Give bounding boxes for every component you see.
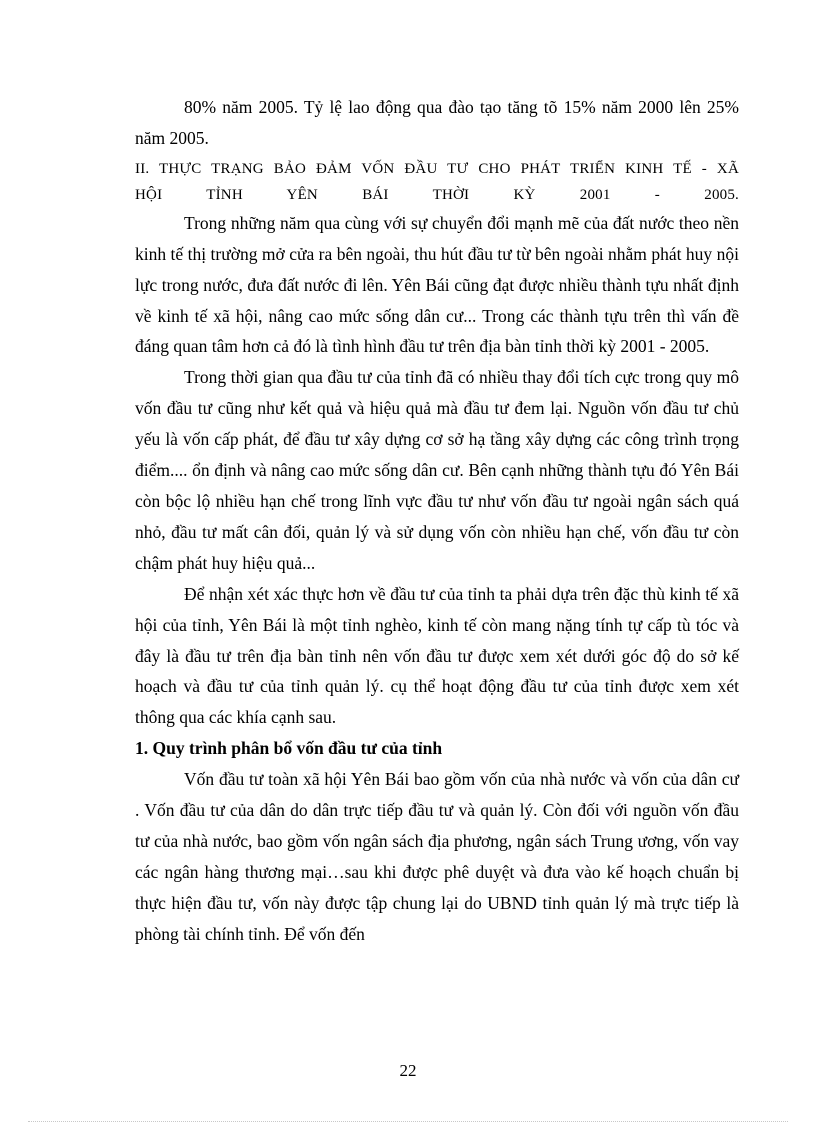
section-heading-line-1: II. THỰC TRẠNG BẢO ĐẢM VỐN ĐẦU TƯ CHO PHÁT TRIỂN KINH TẾ - XÃ xyxy=(135,160,739,177)
paragraph-2: Trong thời gian qua đầu tư của tỉnh đã có nhiều thay đổi tích cực trong quy mô vốn đầu tư cũng như kết quả và hiệu quả mà đầu tư đem lại. Nguồn vốn đầu tư chủ yếu là vốn cấp phát, để đầu tư xây dựng cơ sở hạ tầng xây dựng các công trình trọng điểm.... ổn định và nâng cao mức sống dân cư. Bên cạnh những thành tựu đó Yên Bái còn bộc lộ nhiều hạn chế trong lĩnh vực đầu tư như vốn đầu tư ngoài ngân sách quá nhỏ, đầu tư mất cân đối, quản lý và sử dụng vốn còn nhiều hạn chế, vốn đầu tư còn chậm phát huy hiệu quả... xyxy=(135,367,739,573)
section-heading xyxy=(135,156,739,208)
paragraph-3: Để nhận xét xác thực hơn về đầu tư của tỉnh ta phải dựa trên đặc thù kinh tế xã hội của tỉnh, Yên Bái là một tỉnh nghèo, kinh tế còn mang nặng tính tự cấp tù tóc và đây là đầu tư trên địa bàn tỉnh nên vốn đầu tư được xem xét dưới góc độ do sở kế hoạch và đầu tư của tỉnh quản lý. cụ thể hoạt động đầu tư của tỉnh được xem xét thông qua các khía cạnh sau. xyxy=(135,583,739,728)
continued-paragraph: 80% năm 2005. Tỷ lệ lao động qua đào tạo tăng tõ 15% năm 2000 lên 25% năm 2005. xyxy=(135,97,739,148)
paragraph-1: Trong những năm qua cùng với sự chuyển đổi mạnh mẽ của đất nước theo nền kinh tế thị trường mở cửa ra bên ngoài, thu hút đầu tư từ bên ngoài nhằm phát huy nội lực trong nước, đưa đất nước đi lên. Yên Bái cũng đạt được nhiều thành tựu nhất định về kinh tế xã hội, nâng cao mức sống dân cư... Trong các thành tựu trên thì vấn đề đáng quan tâm hơn cả đó là tình hình đầu tư trên địa bàn tỉnh thời kỳ 2001 - 2005. xyxy=(135,212,739,357)
final-paragraph: Vốn đầu tư toàn xã hội Yên Bái bao gồm vốn của nhà nước và vốn của dân cư . Vốn đầu tư của dân do dân trực tiếp đầu tư và quản lý. Còn đối với nguồn vốn đầu tư của nhà nước, bao gồm vốn ngân sách địa phương, ngân sách Trung ương, vốn vay các ngân hàng thương mại…sau khi được phê duyệt và đưa vào kế hoạch chuẩn bị thực hiện đầu tư, vốn này được tập chung lại do UBND tỉnh quản lý mà trực tiếp là phòng tài chính tỉnh. Để vốn đến xyxy=(135,769,739,944)
page-bottom-divider xyxy=(28,1121,788,1122)
page-body xyxy=(135,92,739,950)
section-heading-line-2: HỘI TỈNH YÊN BÁI THỜI KỲ 2001 - 2005. xyxy=(135,186,739,203)
page-number: 22 xyxy=(399,1061,417,1080)
subheading: 1. Quy trình phân bổ vốn đầu tư của tỉnh xyxy=(135,738,443,759)
